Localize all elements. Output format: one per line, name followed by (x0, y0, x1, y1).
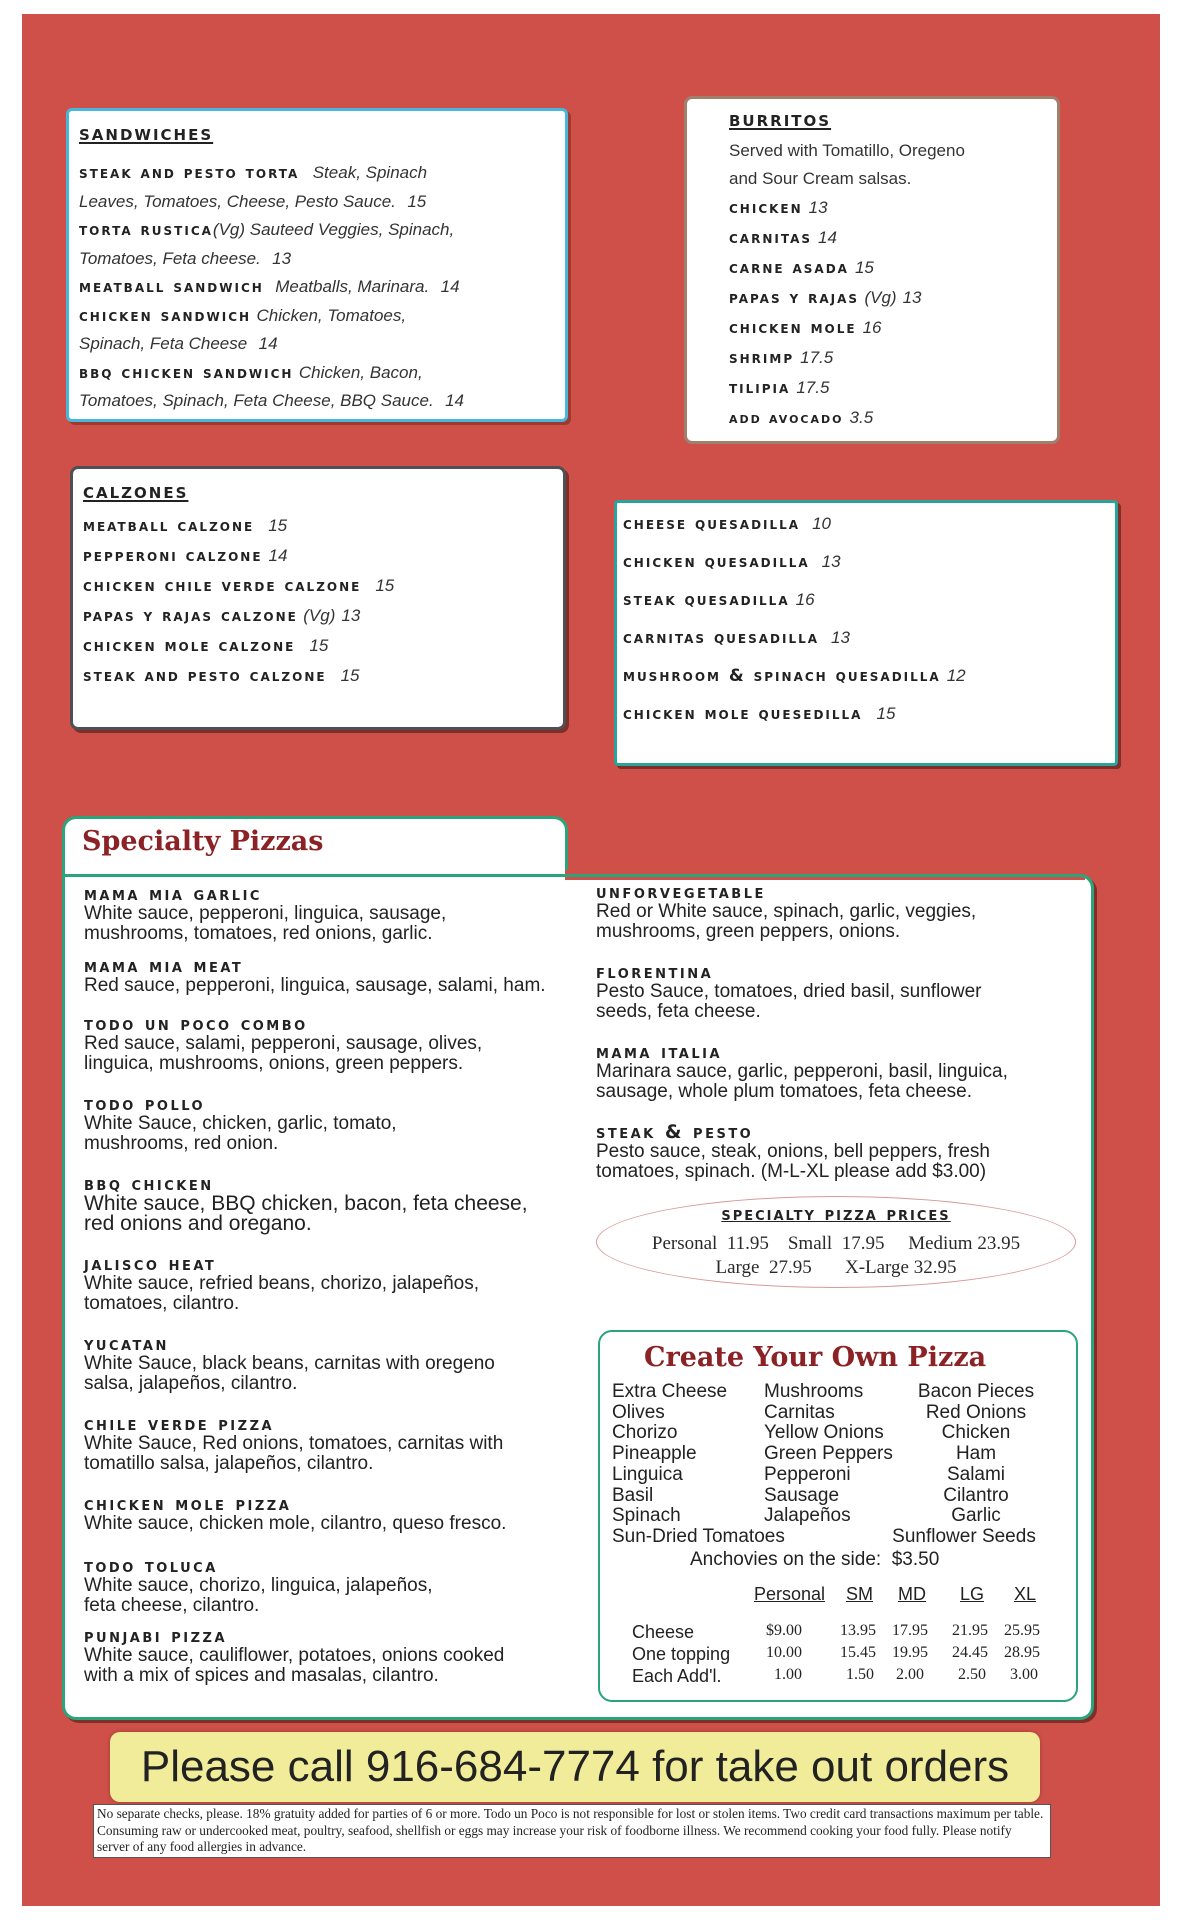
burrito-item: chicken mole 16 (729, 318, 882, 338)
quesadilla-item: cheese quesadilla 10 (623, 514, 832, 534)
cyo-col2: Mushrooms Carnitas Yellow Onions Green Peppers Pepperoni Sausage Jalapeños (764, 1381, 893, 1527)
create-your-own-section: Create Your Own Pizza Extra Cheese Olives Chorizo Pineapple Linguica Basil Spinach Sun-Dried Tomatoes Mushrooms Carnitas Yellow Onions Green Peppers Pepperoni Sausage Jalapeños Bacon Pieces Red Onions Chicken Ham Salami Cilantro Garlic Sunflower Seeds Anchovies on the side: $3.50 Personal SM MD LG XL Cheese $9.00 13.95 17.95 21.95 25.95 One topping 10.00 15.45 19.95 24.45 28.95 Each Add'l. 1.00 1.50 2.00 2.50 3.00 (598, 1330, 1078, 1702)
specialty-heading: Specialty Pizzas (82, 826, 324, 857)
sandwich-item: meatball sandwich Meatballs, Marinara. 14 (79, 277, 460, 297)
specialty-right (596, 882, 1076, 1182)
calzone-item: chicken mole calzone 15 (83, 636, 329, 656)
calzone-item: pepperoni calzone 14 (83, 546, 288, 566)
burritos-heading: burritos (729, 107, 832, 131)
quesadilla-item: chicken mole quesedilla 15 (623, 704, 896, 724)
burritos-section (684, 96, 1060, 444)
calzones-heading: calzones (83, 479, 189, 503)
pizza-item: mama mia garlic White sauce, pepperoni, linguica, sausage, mushrooms, tomatoes, red onions, garlic. (84, 883, 447, 944)
pizza-item: chile verde pizza White Sauce, Red onions, tomatoes, carnitas with tomatillo salsa, jalapeños, cilantro. (84, 1413, 504, 1474)
pizza-item: florentina Pesto Sauce, tomatoes, dried basil, sunflower seeds, feta cheese. (596, 961, 982, 1022)
calzone-item: papas y rajas calzone (Vg) 13 (83, 606, 361, 626)
burrito-item: papas y rajas (Vg) 13 (729, 288, 922, 308)
pizza-item: todo un poco combo Red sauce, salami, pepperoni, sausage, olives, linguica, mushrooms, onions, green peppers. (84, 1013, 483, 1074)
specialty-prices-heading: specialty pizza prices (721, 1203, 951, 1225)
cyo-anchovies: Anchovies on the side: $3.50 (690, 1549, 940, 1570)
pizza-item: mama mia meat Red sauce, pepperoni, linguica, sausage, salami, ham. (84, 955, 546, 996)
calzone-item: meatball calzone 15 (83, 516, 288, 536)
pizza-item: todo pollo White Sauce, chicken, garlic, tomato, mushrooms, red onion. (84, 1093, 397, 1154)
footer-text: No separate checks, please. 18% gratuity added for parties of 6 or more. Todo un Poco is not responsible for lost or stolen items. Two credit card transactions maximum per table. Consuming raw or undercooked meat, poultry, seafood, shellfish or eggs may increase your risk of foodborne illness. We recommend cooking your food fully. Please notify server of any food allergies in advance. (97, 1806, 1044, 1854)
burrito-list (729, 193, 922, 433)
quesadillas-section (614, 500, 1118, 766)
takeout-banner-text: Please call 916-684-7774 for take out orders (140, 1742, 1010, 1791)
sandwich-item: torta rustica(Vg) Sauteed Veggies, Spinach, Tomatoes, Feta cheese. 13 (79, 220, 455, 268)
burrito-item: carne asada 15 (729, 258, 874, 278)
cyo-heading: Create Your Own Pizza (644, 1342, 987, 1373)
pizza-item: punjabi pizza White sauce, cauliflower, potatoes, onions cooked with a mix of spices and masalas, cilantro. (84, 1625, 505, 1686)
calzones-section (70, 466, 566, 730)
pizza-item: todo toluca White sauce, chorizo, linguica, jalapeños, feta cheese, cilantro. (84, 1555, 433, 1616)
takeout-banner (110, 1732, 1040, 1802)
pizza-item: unforvegetable Red or White sauce, spinach, garlic, veggies, mushrooms, green peppers, onions. (596, 881, 977, 942)
footer-notice (93, 1804, 1051, 1858)
quesadilla-item: carnitas quesadilla 13 (623, 628, 850, 648)
sandwich-item: chicken sandwich Chicken, Tomatoes, Spinach, Feta Cheese 14 (79, 305, 407, 353)
quesadilla-item: chicken quesadilla 13 (623, 552, 841, 572)
sandwich-item: bbq chicken sandwich Chicken, Bacon, Tomatoes, Spinach, Feta Cheese, BBQ Sauce. 14 (79, 362, 465, 410)
specialty-left (84, 884, 584, 1704)
quesadilla-item: mushroom & spinach quesadilla 12 (623, 666, 966, 686)
sandwiches-heading: sandwiches (79, 121, 214, 145)
calzone-item: chicken chile verde calzone 15 (83, 576, 395, 596)
sandwich-list (79, 159, 559, 416)
pizza-item: yucatan White Sauce, black beans, carnitas with oregeno salsa, jalapeños, cilantro. (84, 1333, 495, 1394)
calzone-item: steak and pesto calzone 15 (83, 666, 360, 686)
pizza-item: mama italia Marinara sauce, garlic, pepperoni, basil, linguica, sausage, whole plum tomatoes, feta cheese. (596, 1041, 1008, 1102)
burritos-note: Served with Tomatillo, Oregeno and Sour Cream salsas. (729, 141, 965, 188)
specialty-prices-line1: Personal 11.95 Small 17.95 Medium 23.95 (651, 1233, 1021, 1254)
burrito-item: chicken 13 (729, 198, 828, 218)
pizza-item: steak & pesto Pesto sauce, steak, onions, bell peppers, fresh tomatoes, spinach. (M-L-XL please add $3.00) (596, 1121, 990, 1182)
calzone-list (83, 511, 394, 691)
quesadilla-item: steak quesadilla 16 (623, 590, 815, 610)
pizza-item: chicken mole pizza White sauce, chicken mole, cilantro, queso fresco. (84, 1493, 507, 1534)
burrito-item: add avocado 3.5 (729, 408, 874, 427)
cyo-col1: Extra Cheese Olives Chorizo Pineapple Linguica Basil Spinach Sun-Dried Tomatoes (612, 1381, 785, 1547)
specialty-prices-line2: Large 27.95 X-Large 32.95 (715, 1257, 957, 1278)
pizza-item: bbq chicken White sauce, BBQ chicken, bacon, feta cheese, red onions and oregano. (84, 1173, 528, 1235)
sandwiches-section (66, 108, 568, 422)
burrito-item: tilipia 17.5 (729, 378, 830, 398)
burrito-item: carnitas 14 (729, 228, 837, 248)
cyo-col3: Bacon Pieces Red Onions Chicken Ham Salami Cilantro Garlic Sunflower Seeds (892, 1381, 1036, 1547)
quesadilla-list (623, 505, 966, 733)
burrito-item: shrimp 17.5 (729, 348, 834, 368)
specialty-prices (596, 1196, 1076, 1288)
pizza-item: jalisco heat White sauce, refried beans, chorizo, jalapeños, tomatoes, cilantro. (84, 1253, 479, 1314)
sandwich-item: steak and pesto torta Steak, Spinach Leaves, Tomatoes, Cheese, Pesto Sauce. 15 (79, 163, 428, 211)
